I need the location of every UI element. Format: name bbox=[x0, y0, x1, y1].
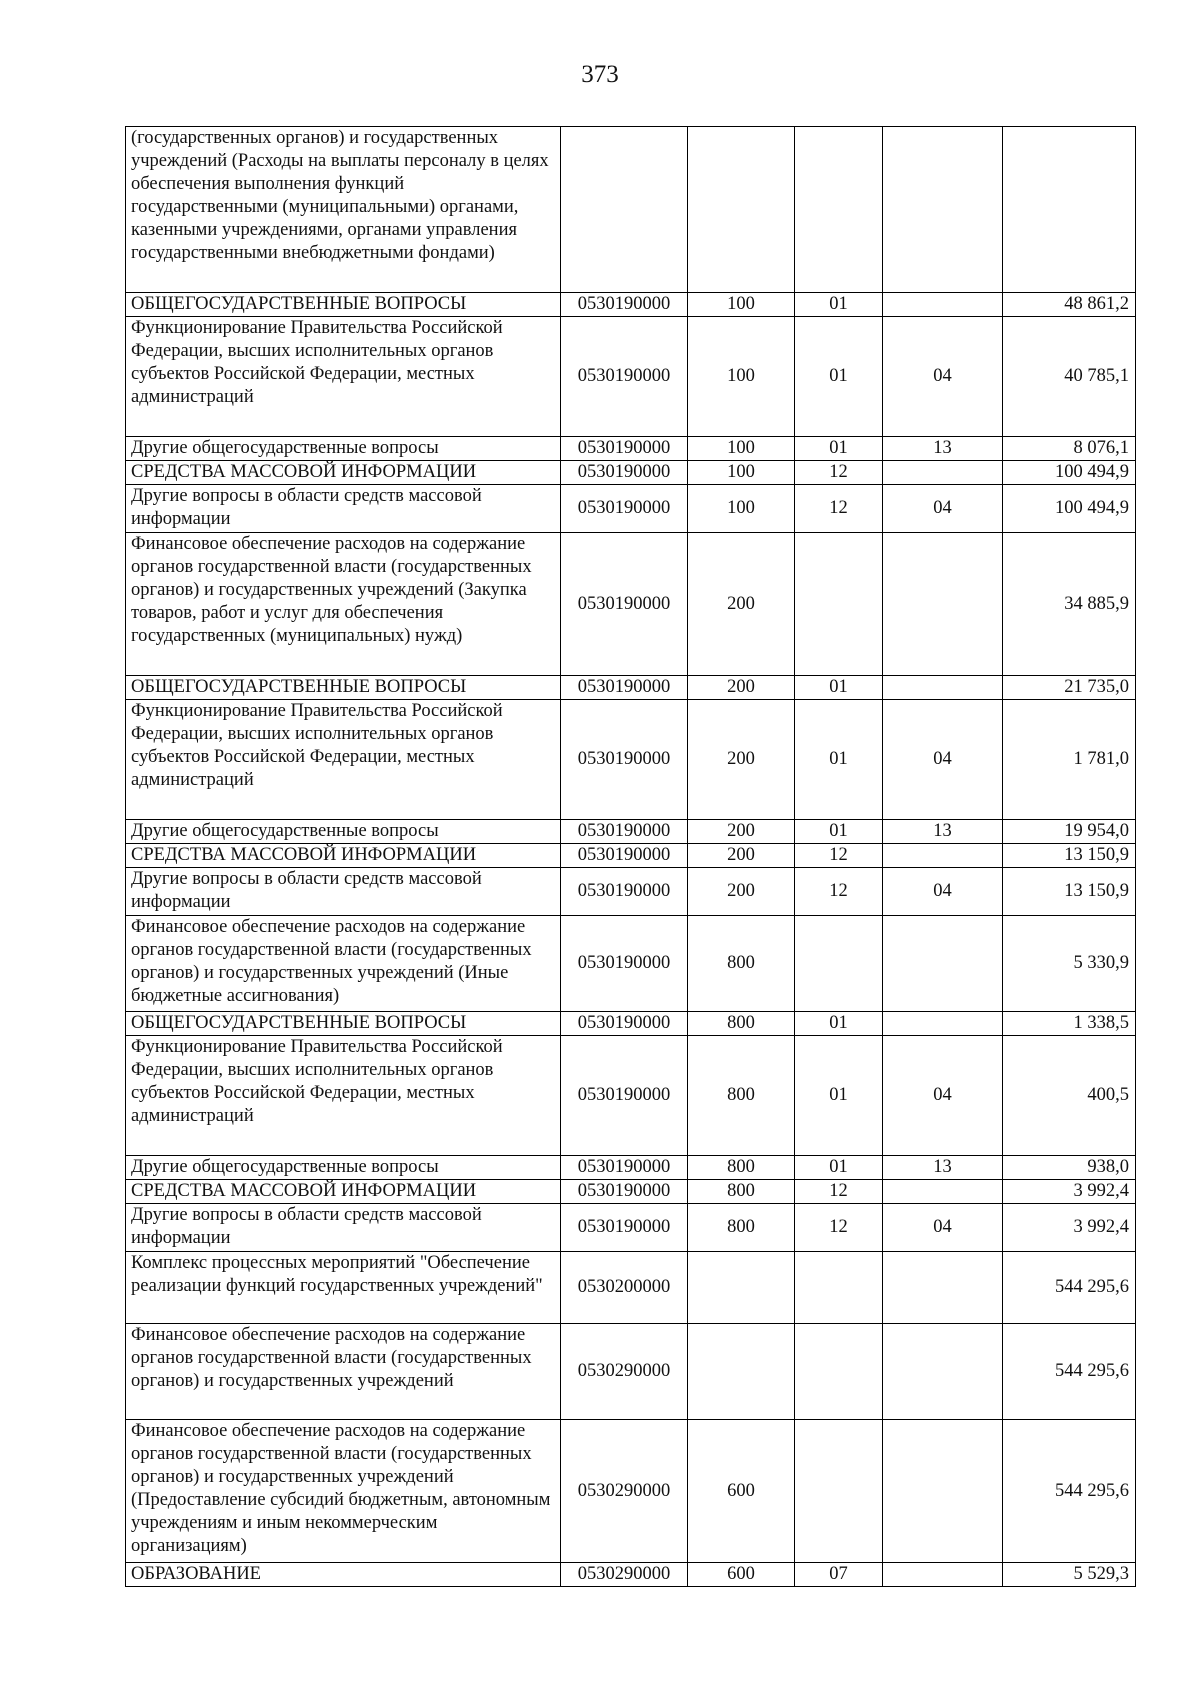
amount: 3 992,4 bbox=[1003, 1204, 1136, 1252]
subsection-code bbox=[883, 1420, 1003, 1563]
section-code: 12 bbox=[795, 485, 883, 533]
table-row bbox=[126, 700, 1136, 820]
table-row bbox=[126, 916, 1136, 1012]
target-code: 0530190000 bbox=[561, 461, 688, 485]
expense-type-code: 600 bbox=[688, 1563, 795, 1587]
expense-type-code bbox=[688, 127, 795, 293]
section-code: 01 bbox=[795, 293, 883, 317]
expense-name: Функционирование Правительства Российской Федерации, высших исполнительных органов субъектов Российской Федерации, местных администраций bbox=[126, 700, 561, 820]
subsection-code: 04 bbox=[883, 700, 1003, 820]
expense-type-code: 100 bbox=[688, 317, 795, 437]
subsection-code bbox=[883, 461, 1003, 485]
expense-name: Другие вопросы в области средств массовой информации bbox=[126, 868, 561, 916]
section-code bbox=[795, 533, 883, 676]
target-code: 0530200000 bbox=[561, 1252, 688, 1324]
expense-name: Финансовое обеспечение расходов на содержание органов государственной власти (государственных органов) и государственных учреждений bbox=[126, 1324, 561, 1420]
amount: 400,5 bbox=[1003, 1036, 1136, 1156]
expense-name: (государственных органов) и государственных учреждений (Расходы на выплаты персоналу в целях обеспечения выполнения функций государственными (муниципальными) органами, казенными учреждениями, органами управления государственными внебюджетными фондами) bbox=[126, 127, 561, 293]
subsection-code bbox=[883, 293, 1003, 317]
table-row bbox=[126, 1324, 1136, 1420]
expense-type-code: 800 bbox=[688, 1036, 795, 1156]
budget-table-body bbox=[126, 127, 1136, 1587]
subsection-code bbox=[883, 844, 1003, 868]
section-code: 01 bbox=[795, 1156, 883, 1180]
section-code bbox=[795, 1252, 883, 1324]
expense-name: Другие общегосударственные вопросы bbox=[126, 437, 561, 461]
section-code: 01 bbox=[795, 676, 883, 700]
table-row bbox=[126, 868, 1136, 916]
expense-type-code: 200 bbox=[688, 868, 795, 916]
table-row bbox=[126, 820, 1136, 844]
amount: 13 150,9 bbox=[1003, 868, 1136, 916]
table-row bbox=[126, 1012, 1136, 1036]
section-code bbox=[795, 1420, 883, 1563]
section-code: 01 bbox=[795, 820, 883, 844]
section-code: 01 bbox=[795, 700, 883, 820]
expense-name: Другие общегосударственные вопросы bbox=[126, 1156, 561, 1180]
expense-type-code: 200 bbox=[688, 820, 795, 844]
amount: 5 330,9 bbox=[1003, 916, 1136, 1012]
expense-type-code: 100 bbox=[688, 485, 795, 533]
target-code: 0530190000 bbox=[561, 437, 688, 461]
target-code: 0530190000 bbox=[561, 700, 688, 820]
table-row bbox=[126, 293, 1136, 317]
section-code: 12 bbox=[795, 461, 883, 485]
expense-name: Функционирование Правительства Российской Федерации, высших исполнительных органов субъектов Российской Федерации, местных администраций bbox=[126, 317, 561, 437]
table-row bbox=[126, 844, 1136, 868]
amount: 544 295,6 bbox=[1003, 1324, 1136, 1420]
expense-type-code: 200 bbox=[688, 844, 795, 868]
amount: 40 785,1 bbox=[1003, 317, 1136, 437]
section-code bbox=[795, 127, 883, 293]
target-code: 0530190000 bbox=[561, 1204, 688, 1252]
subsection-code bbox=[883, 1252, 1003, 1324]
target-code: 0530190000 bbox=[561, 1156, 688, 1180]
amount: 1 781,0 bbox=[1003, 700, 1136, 820]
expense-name: Другие общегосударственные вопросы bbox=[126, 820, 561, 844]
budget-table bbox=[125, 126, 1136, 1587]
section-code: 07 bbox=[795, 1563, 883, 1587]
table-row bbox=[126, 437, 1136, 461]
expense-type-code bbox=[688, 1252, 795, 1324]
target-code: 0530190000 bbox=[561, 485, 688, 533]
subsection-code bbox=[883, 1563, 1003, 1587]
expense-name: Другие вопросы в области средств массовой информации bbox=[126, 1204, 561, 1252]
expense-name: ОБЩЕГОСУДАРСТВЕННЫЕ ВОПРОСЫ bbox=[126, 676, 561, 700]
expense-name: Функционирование Правительства Российской Федерации, высших исполнительных органов субъектов Российской Федерации, местных администраций bbox=[126, 1036, 561, 1156]
expense-type-code: 100 bbox=[688, 461, 795, 485]
subsection-code bbox=[883, 533, 1003, 676]
table-row bbox=[126, 317, 1136, 437]
table-row bbox=[126, 127, 1136, 293]
expense-name: ОБЩЕГОСУДАРСТВЕННЫЕ ВОПРОСЫ bbox=[126, 1012, 561, 1036]
section-code: 12 bbox=[795, 844, 883, 868]
table-row bbox=[126, 1036, 1136, 1156]
section-code bbox=[795, 1324, 883, 1420]
expense-type-code: 800 bbox=[688, 1156, 795, 1180]
amount: 21 735,0 bbox=[1003, 676, 1136, 700]
table-row bbox=[126, 1420, 1136, 1563]
expense-name: Финансовое обеспечение расходов на содержание органов государственной власти (государственных органов) и государственных учреждений (Закупка товаров, работ и услуг для обеспечения государственных (муниципальных) нужд) bbox=[126, 533, 561, 676]
expense-name: СРЕДСТВА МАССОВОЙ ИНФОРМАЦИИ bbox=[126, 461, 561, 485]
expense-type-code: 200 bbox=[688, 676, 795, 700]
target-code: 0530190000 bbox=[561, 1180, 688, 1204]
target-code: 0530290000 bbox=[561, 1324, 688, 1420]
expense-name: СРЕДСТВА МАССОВОЙ ИНФОРМАЦИИ bbox=[126, 1180, 561, 1204]
subsection-code bbox=[883, 1012, 1003, 1036]
subsection-code: 13 bbox=[883, 820, 1003, 844]
target-code: 0530190000 bbox=[561, 676, 688, 700]
target-code: 0530290000 bbox=[561, 1420, 688, 1563]
section-code: 01 bbox=[795, 1012, 883, 1036]
expense-type-code: 200 bbox=[688, 700, 795, 820]
expense-name: СРЕДСТВА МАССОВОЙ ИНФОРМАЦИИ bbox=[126, 844, 561, 868]
amount bbox=[1003, 127, 1136, 293]
table-row bbox=[126, 1156, 1136, 1180]
subsection-code: 04 bbox=[883, 868, 1003, 916]
table-row bbox=[126, 1252, 1136, 1324]
section-code: 01 bbox=[795, 1036, 883, 1156]
amount: 1 338,5 bbox=[1003, 1012, 1136, 1036]
expense-type-code: 800 bbox=[688, 1012, 795, 1036]
amount: 544 295,6 bbox=[1003, 1252, 1136, 1324]
amount: 5 529,3 bbox=[1003, 1563, 1136, 1587]
expense-name: ОБРАЗОВАНИЕ bbox=[126, 1563, 561, 1587]
subsection-code: 04 bbox=[883, 485, 1003, 533]
amount: 34 885,9 bbox=[1003, 533, 1136, 676]
target-code: 0530190000 bbox=[561, 868, 688, 916]
target-code: 0530190000 bbox=[561, 1012, 688, 1036]
target-code: 0530190000 bbox=[561, 844, 688, 868]
expense-type-code: 800 bbox=[688, 1204, 795, 1252]
target-code: 0530190000 bbox=[561, 1036, 688, 1156]
expense-name: Другие вопросы в области средств массовой информации bbox=[126, 485, 561, 533]
subsection-code bbox=[883, 127, 1003, 293]
target-code: 0530190000 bbox=[561, 533, 688, 676]
table-row bbox=[126, 1180, 1136, 1204]
page-number: 373 bbox=[581, 61, 619, 88]
subsection-code bbox=[883, 1324, 1003, 1420]
expense-type-code: 800 bbox=[688, 916, 795, 1012]
target-code bbox=[561, 127, 688, 293]
section-code: 01 bbox=[795, 317, 883, 437]
subsection-code bbox=[883, 676, 1003, 700]
amount: 3 992,4 bbox=[1003, 1180, 1136, 1204]
amount: 100 494,9 bbox=[1003, 461, 1136, 485]
expense-type-code: 200 bbox=[688, 533, 795, 676]
subsection-code: 04 bbox=[883, 317, 1003, 437]
section-code: 01 bbox=[795, 437, 883, 461]
amount: 13 150,9 bbox=[1003, 844, 1136, 868]
expense-name: ОБЩЕГОСУДАРСТВЕННЫЕ ВОПРОСЫ bbox=[126, 293, 561, 317]
table-row bbox=[126, 1204, 1136, 1252]
expense-type-code: 100 bbox=[688, 293, 795, 317]
amount: 544 295,6 bbox=[1003, 1420, 1136, 1563]
amount: 48 861,2 bbox=[1003, 293, 1136, 317]
expense-type-code: 800 bbox=[688, 1180, 795, 1204]
subsection-code: 13 bbox=[883, 1156, 1003, 1180]
expense-name: Финансовое обеспечение расходов на содержание органов государственной власти (государственных органов) и государственных учреждений (Иные бюджетные ассигнования) bbox=[126, 916, 561, 1012]
subsection-code bbox=[883, 916, 1003, 1012]
section-code: 12 bbox=[795, 1180, 883, 1204]
expense-type-code bbox=[688, 1324, 795, 1420]
amount: 938,0 bbox=[1003, 1156, 1136, 1180]
table-row bbox=[126, 533, 1136, 676]
amount: 100 494,9 bbox=[1003, 485, 1136, 533]
target-code: 0530190000 bbox=[561, 916, 688, 1012]
section-code: 12 bbox=[795, 868, 883, 916]
subsection-code bbox=[883, 1180, 1003, 1204]
target-code: 0530290000 bbox=[561, 1563, 688, 1587]
table-row bbox=[126, 461, 1136, 485]
subsection-code: 04 bbox=[883, 1036, 1003, 1156]
amount: 8 076,1 bbox=[1003, 437, 1136, 461]
subsection-code: 13 bbox=[883, 437, 1003, 461]
section-code bbox=[795, 916, 883, 1012]
section-code: 12 bbox=[795, 1204, 883, 1252]
target-code: 0530190000 bbox=[561, 820, 688, 844]
target-code: 0530190000 bbox=[561, 293, 688, 317]
table-row bbox=[126, 1563, 1136, 1587]
table-row bbox=[126, 676, 1136, 700]
expense-type-code: 100 bbox=[688, 437, 795, 461]
expense-name: Финансовое обеспечение расходов на содержание органов государственной власти (государственных органов) и государственных учреждений (Предоставление субсидий бюджетным, автономным учреждениям и иным некоммерческим организациям) bbox=[126, 1420, 561, 1563]
amount: 19 954,0 bbox=[1003, 820, 1136, 844]
target-code: 0530190000 bbox=[561, 317, 688, 437]
table-row bbox=[126, 485, 1136, 533]
subsection-code: 04 bbox=[883, 1204, 1003, 1252]
expense-name: Комплекс процессных мероприятий "Обеспечение реализации функций государственных учреждений" bbox=[126, 1252, 561, 1324]
expense-type-code: 600 bbox=[688, 1420, 795, 1563]
